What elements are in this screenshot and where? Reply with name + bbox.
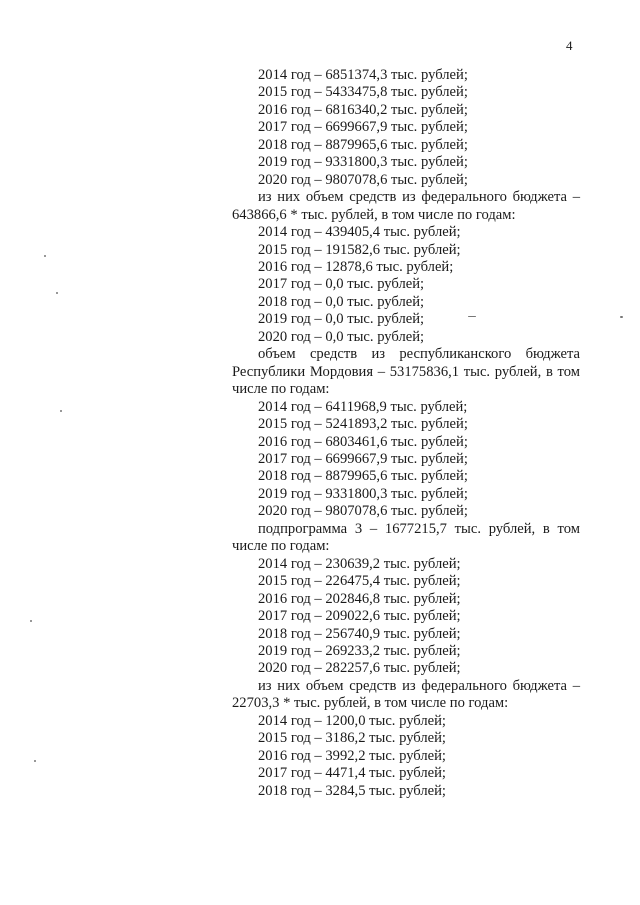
year-line: 2014 год – 6851374,3 тыс. рублей; [258, 67, 468, 83]
scan-speck [620, 316, 623, 318]
year-line: 2018 год – 3284,5 тыс. рублей; [258, 782, 446, 799]
scan-speck [60, 410, 62, 412]
text-paragraph: подпрограмма 3 – 1677215,7 тыс. рублей, в том числе по годам: [232, 520, 580, 555]
year-line: 2019 год – 269233,2 тыс. рублей; [258, 642, 461, 659]
year-line: 2018 год – 256740,9 тыс. рублей; [258, 625, 461, 642]
scan-speck [30, 620, 32, 622]
scan-speck [468, 316, 476, 317]
year-line: 2017 год – 0,0 тыс. рублей; [258, 276, 425, 293]
document-body [232, 67, 580, 800]
year-line: 2015 год – 5433475,8 тыс. рублей; [258, 84, 468, 101]
year-line: 2015 год – 5241893,2 тыс. рублей; [258, 416, 468, 433]
text-paragraph: из них объем средств из федерального бюджета – 643866,6 * тыс. рублей, в том числе по годам: [232, 189, 580, 223]
year-line: 2015 год – 226475,4 тыс. рублей; [258, 573, 461, 590]
scan-speck [44, 255, 46, 257]
year-line: 2016 год – 202846,8 тыс. рублей; [258, 590, 461, 607]
year-line: 2017 год – 6699667,9 тыс. рублей; [258, 450, 468, 467]
year-line: 2018 год – 0,0 тыс. рублей; [258, 293, 425, 310]
year-line: 2020 год – 9807078,6 тыс. рублей; [258, 171, 468, 188]
year-line: 2019 год – 0,0 тыс. рублей; [258, 311, 425, 328]
year-line: 2020 год – 282257,6 тыс. рублей; [258, 660, 461, 677]
year-line: 2014 год – 439405,4 тыс. рублей; [258, 224, 461, 241]
year-line: 2016 год – 3992,2 тыс. рублей; [258, 747, 446, 764]
year-line: 2020 год – 0,0 тыс. рублей; [258, 328, 425, 345]
text-paragraph: из них объем средств из федерального бюджета – 22703,3 * тыс. рублей, в том числе по годам: [232, 677, 580, 712]
scan-speck [34, 760, 36, 762]
year-line: 2020 год – 9807078,6 тыс. рублей; [258, 503, 468, 520]
year-line: 2018 год – 8879965,6 тыс. рублей; [258, 136, 468, 153]
year-line: 2017 год – 209022,6 тыс. рублей; [258, 608, 461, 625]
year-line: 2019 год – 9331800,3 тыс. рублей; [258, 485, 468, 502]
year-line: 2017 год – 6699667,9 тыс. рублей; [258, 119, 468, 136]
year-line: 2015 год – 3186,2 тыс. рублей; [258, 730, 446, 747]
page-number: 4 [566, 38, 573, 53]
year-line: 2014 год – 1200,0 тыс. рублей; [258, 712, 446, 729]
text-paragraph: объем средств из республиканского бюджета Республики Мордовия – 53175836,1 тыс. рублей, в том числе по годам: [232, 346, 580, 398]
year-line: 2016 год – 6803461,6 тыс. рублей; [258, 433, 468, 450]
year-line: 2015 год – 191582,6 тыс. рублей; [258, 241, 461, 258]
year-line: 2016 год – 12878,6 тыс. рублей; [258, 258, 454, 275]
scan-speck [56, 292, 58, 294]
year-line: 2019 год – 9331800,3 тыс. рублей; [258, 154, 468, 171]
year-line: 2014 год – 230639,2 тыс. рублей; [258, 555, 461, 572]
year-line: 2018 год – 8879965,6 тыс. рублей; [258, 468, 468, 485]
year-line: 2014 год – 6411968,9 тыс. рублей; [258, 398, 468, 415]
year-line: 2017 год – 4471,4 тыс. рублей; [258, 765, 446, 782]
year-line: 2016 год – 6816340,2 тыс. рублей; [258, 101, 468, 118]
